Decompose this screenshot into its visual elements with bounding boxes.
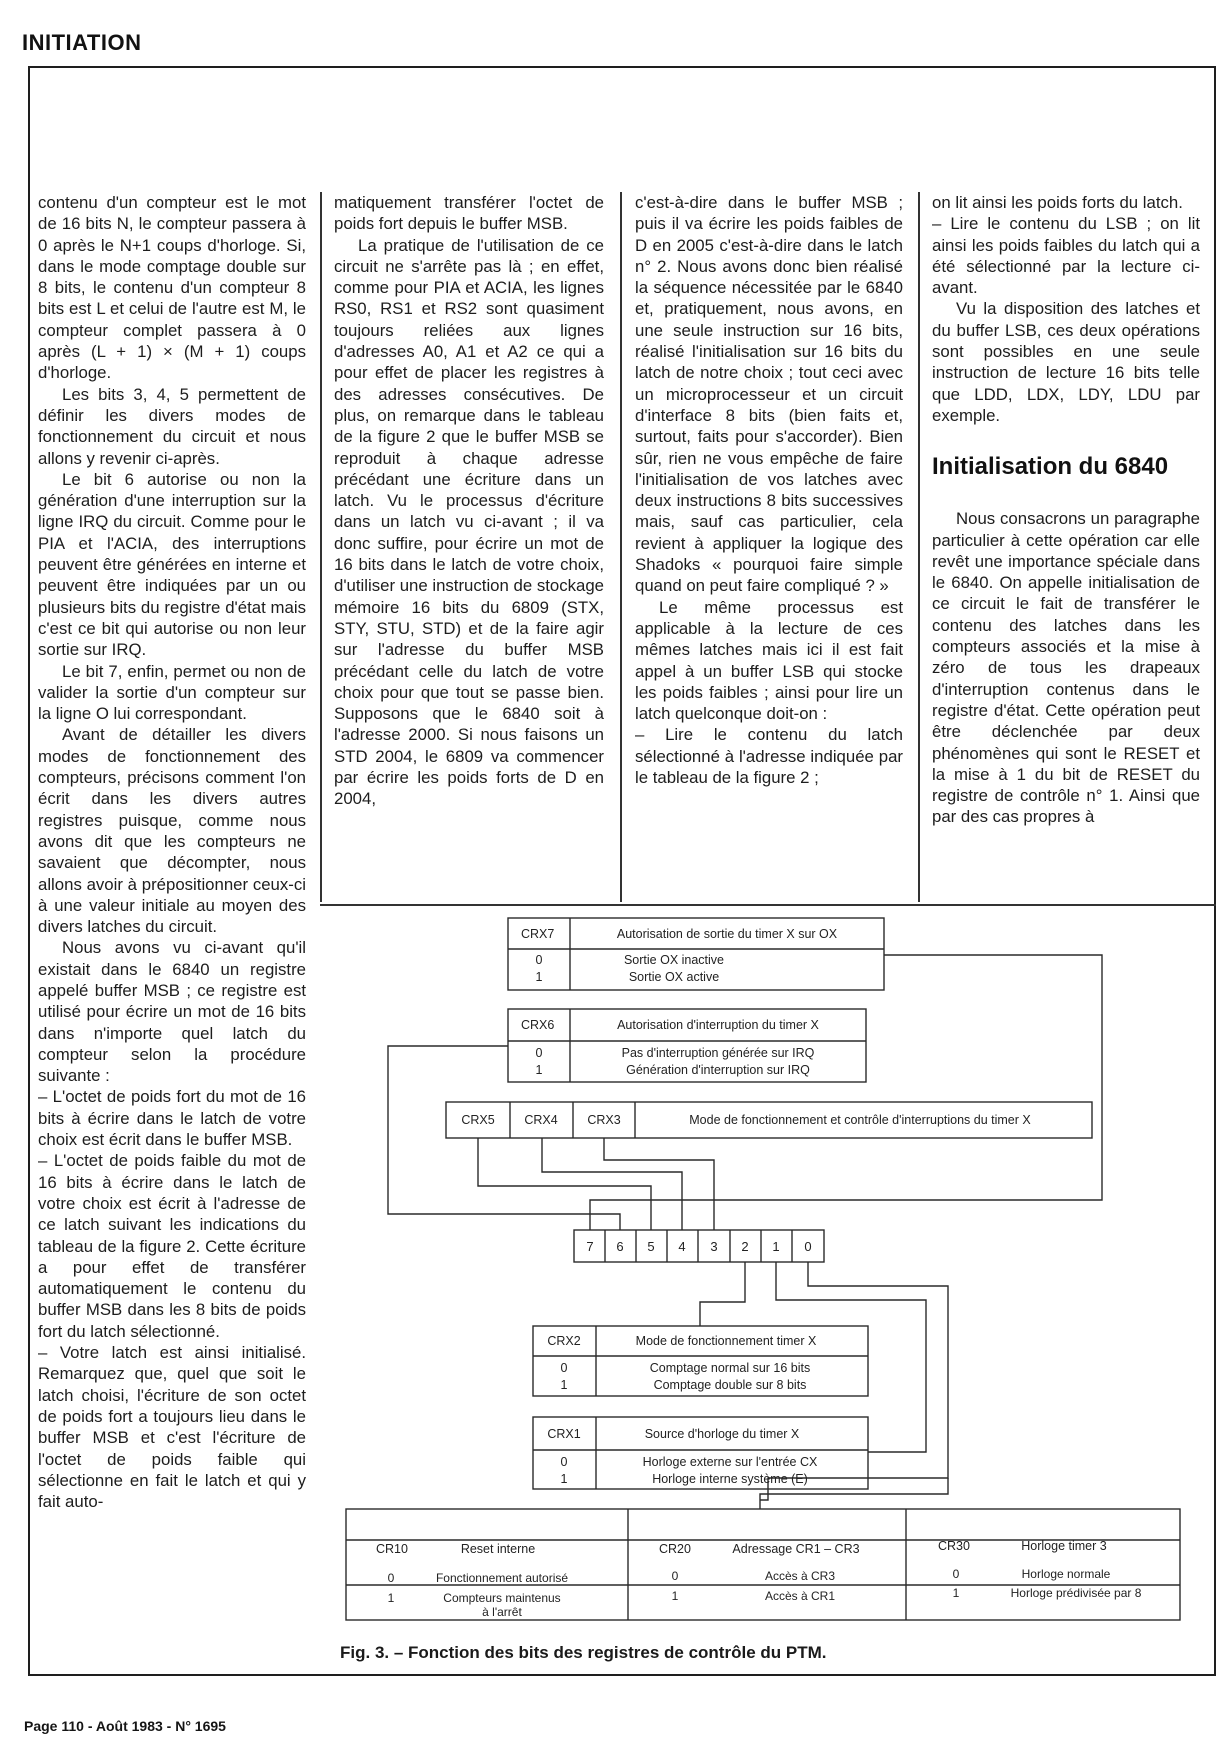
section-heading: Initialisation du 6840 xyxy=(932,453,1169,481)
text-column-2 xyxy=(334,192,604,810)
paragraph: Avant de détailler les divers modes de fonctionnement des compteurs, précisons comment l'on écrit dans les divers autres registres puisque, comme nous avons dit que les compteurs ne savaient que décompter, nous allons avoir à prépositionner ceux-ci à une valeur initiale au moyen des divers latches du circuit. xyxy=(38,725,306,937)
cr30-name: CR30 xyxy=(938,1539,970,1553)
paragraph: Le même processus est applicable à la lecture de ces mêmes latches mais ici il est fait appel à un buffer LSB qui stocke les poids faibles ; ainsi pour lire un latch quelconque doit-on : xyxy=(635,597,903,724)
bit-0: 0 xyxy=(804,1239,812,1254)
text-column-1 xyxy=(38,192,306,1512)
paragraph: Vu la disposition des latches et du buffer LSB, ces deux opérations sont possibles en une seule instruction de lecture 16 bits telle que LDD, LDX, LDY, LDU par exemple. xyxy=(932,299,1200,425)
paragraph: contenu d'un compteur est le mot de 16 bits N, le compteur passera à 0 après le N+1 coups d'horloge. Si, dans le mode comptage double sur 8 bits, le contenu d'un compteur 8 bits est L et celui de l'autre est M, le compteur complet passera à 0 après (L + 1) × (M + 1) coups d'horloge. xyxy=(38,193,306,383)
column-rule xyxy=(320,192,322,902)
cr20-r0: Accès à CR3 xyxy=(764,1569,836,1583)
cr10-r0v: 0 xyxy=(387,1571,395,1585)
cr30-r1v: 1 xyxy=(952,1586,960,1600)
crx2-r0: Comptage normal sur 16 bits xyxy=(649,1361,811,1375)
crx1-title: Source d'horloge du timer X xyxy=(644,1427,800,1441)
paragraph: Les bits 3, 4, 5 permettent de définir les divers modes de fonctionnement du circuit et nous allons y revenir ci-après. xyxy=(38,384,306,468)
text-column-4 xyxy=(932,192,1200,828)
cr10-r0: Fonctionnement autorisé xyxy=(435,1571,569,1585)
paragraph: matiquement transférer l'octet de poids fort depuis le buffer MSB. xyxy=(334,193,604,234)
cr30-r0: Horloge normale xyxy=(1021,1567,1111,1581)
bit-5: 5 xyxy=(647,1239,655,1254)
crx6-r1v: 1 xyxy=(535,1063,543,1077)
figure-caption: Fig. 3. – Fonction des bits des registres de contrôle du PTM. xyxy=(340,1643,827,1662)
cr20-r1: Accès à CR1 xyxy=(764,1589,836,1603)
cr10-r1b: à l'arrêt xyxy=(482,1605,522,1619)
bit-7: 7 xyxy=(586,1239,594,1254)
crx7-r1v: 1 xyxy=(535,970,543,984)
column-rule xyxy=(918,192,920,902)
bit-2: 2 xyxy=(741,1239,749,1254)
paragraph: Nous avons vu ci-avant qu'il existait dans le 6840 un registre appelé buffer MSB ; ce registre est utilisé pour écrire un mot de 16 bits dans n'importe quel latch du compteur selon la procédure suivante : xyxy=(38,938,306,1086)
paragraph: Le bit 7, enfin, permet ou non de valider la sortie d'un compteur sur la ligne O lui correspondant. xyxy=(38,661,306,724)
crx1-r0v: 0 xyxy=(560,1455,568,1469)
cr10-r1a: Compteurs maintenus xyxy=(443,1591,561,1605)
crx6-r1: Génération d'interruption sur IRQ xyxy=(626,1063,810,1077)
bit-6: 6 xyxy=(616,1239,624,1254)
bit-4: 4 xyxy=(678,1239,686,1254)
crx4-name: CRX4 xyxy=(524,1113,558,1127)
paragraph: La pratique de l'utilisation de ce circuit ne s'arrête pas là ; en effet, comme pour PIA et ACIA, les lignes RS0, RS1 et RS2 sont quasiment toujours reliées aux lignes d'adresses A0, A1 et A2 ce qui a pour effet de placer les registres à des adresses consécutives. De plus, on remarque dans le tableau de la figure 2 que le buffer MSB se reproduit à chaque adresse précédant une écriture dans un latch. Vu le processus d'écriture dans un latch vu ci-avant ; il va donc suffire, pour écrire un mot de 16 bits dans le latch de votre choix, d'utiliser une instruction de stockage mémoire 16 bits du 6809 (STX, STY, STU, STD) et de la faire agir sur l'adresse du buffer MSB précédant celle du latch de votre choix pour que tout se passe bien. Supposons que le 6840 soit à l'adresse 2000. Si nous faisons un STD 2004, le 6809 va commencer par écrire les poids forts de D en 2004, xyxy=(334,235,604,809)
cr20-title: Adressage CR1 – CR3 xyxy=(732,1542,860,1556)
paragraph: on lit ainsi les poids forts du latch. xyxy=(932,193,1183,212)
cr20-name: CR20 xyxy=(659,1542,691,1556)
cr20-r0v: 0 xyxy=(671,1569,679,1583)
paragraph: Nous consacrons un paragraphe particulier à cette opération car elle revêt une importance spéciale dans le 6840. On appelle initialisation de ce circuit le fait de transférer le contenu des latches dans les compteurs associés et la mise à zéro de tous les drapeaux d'interruption contenus dans le registre d'état. Cette opération peut être déclenchée par deux phénomènes qui sont le RESET et la mise à 1 du bit de RESET du registre de contrôle n° 1. Ainsi que par des cas propres à xyxy=(932,509,1200,827)
paragraph: – Lire le contenu du latch sélectionné à l'adresse indiquée par le tableau de la figure 2 ; xyxy=(635,725,903,788)
crx7-r0v: 0 xyxy=(535,953,543,967)
cr30-r0v: 0 xyxy=(952,1567,960,1581)
paragraph: – Votre latch est ainsi initialisé. Remarquez que, quel que soit le latch choisi, l'écriture de son octet de poids fort a toujours lieu dans le buffer MSB et c'est l'écriture de l'octet de poids faible qui sélectionne en fait le latch et qui y fait auto- xyxy=(38,1343,306,1512)
bit-1: 1 xyxy=(772,1239,780,1254)
crx2-r1v: 1 xyxy=(560,1378,568,1392)
crx1-r0: Horloge externe sur l'entrée CX xyxy=(642,1455,818,1469)
crx2-r1: Comptage double sur 8 bits xyxy=(653,1378,807,1392)
crx543-title: Mode de fonctionnement et contrôle d'interruptions du timer X xyxy=(689,1113,1031,1127)
crx2-r0v: 0 xyxy=(560,1361,568,1375)
cr30-title: Horloge timer 3 xyxy=(1021,1539,1107,1553)
crx6-r0v: 0 xyxy=(535,1046,543,1060)
cr30-r1: Horloge prédivisée par 8 xyxy=(1010,1586,1142,1600)
page-footer: Page 110 - Août 1983 - N° 1695 xyxy=(24,1718,226,1734)
paragraph: c'est-à-dire dans le buffer MSB ; puis il va écrire les poids faibles de D en 2005 c'est-à-dire dans le latch n° 2. Nous avons donc bien réalisé la séquence nécessitée par le 6840 et, pratiquement, nous avons, en une seule instruction sur 16 bits, réalisé l'initialisation sur 16 bits du latch de notre choix ; tout ceci avec un microprocesseur et un circuit d'interface 8 bits (bien faits et, surtout, faits pour s'accorder). Bien sûr, rien ne vous empêche de faire l'initialisation de vos latches avec deux instructions 8 bits successives mais, sauf cas particulier, cela revient à appliquer la logique des Shadoks « pourquoi faire simple quand on peut faire compliqué ? » xyxy=(635,193,903,596)
cr20-r1v: 1 xyxy=(671,1589,679,1603)
cr10-r1v: 1 xyxy=(387,1591,395,1605)
crx1-r1v: 1 xyxy=(560,1472,568,1486)
crx6-title: Autorisation d'interruption du timer X xyxy=(617,1018,819,1032)
crx7-title: Autorisation de sortie du timer X sur OX xyxy=(616,927,838,941)
crx1-name: CRX1 xyxy=(547,1427,581,1441)
crx7-name: CRX7 xyxy=(521,927,555,941)
crx5-name: CRX5 xyxy=(461,1113,495,1127)
paragraph: – Lire le contenu du LSB ; on lit ainsi les poids faibles du latch qui a été sélectionné par la lecture ci-avant. xyxy=(932,214,1200,298)
cr10-name: CR10 xyxy=(376,1542,408,1556)
crx6-name: CRX6 xyxy=(521,1018,555,1032)
bit-3: 3 xyxy=(710,1239,718,1254)
crx6-r0: Pas d'interruption générée sur IRQ xyxy=(621,1046,815,1060)
crx3-name: CRX3 xyxy=(587,1113,621,1127)
crx2-name: CRX2 xyxy=(547,1334,581,1348)
paragraph: – L'octet de poids fort du mot de 16 bits à écrire dans le latch de votre choix est écrit dans le buffer MSB. xyxy=(38,1087,306,1150)
paragraph: Le bit 6 autorise ou non la génération d'une interruption sur la ligne IRQ du circuit. Comme pour le PIA et l'ACIA, des interruptions peuvent être générées en interne et peuvent être indiquées par un ou plusieurs bits du registre d'état mais c'est ce bit qui autorise ou non leur sortie sur IRQ. xyxy=(38,469,306,660)
crx7-r0: Sortie OX inactive xyxy=(623,953,725,967)
crx1-r1: Horloge interne système (E) xyxy=(652,1472,808,1486)
cr10-title: Reset interne xyxy=(460,1542,536,1556)
text-column-3 xyxy=(635,192,903,788)
paragraph: – L'octet de poids faible du mot de 16 bits à écrire dans le latch de votre choix est écrit à l'adresse de ce latch suivant les indications du tableau de la figure 2. Cette écriture a pour effet de transférer automatiquement le contenu du buffer MSB dans les 8 bits de poids fort du latch sélectionné. xyxy=(38,1151,306,1341)
crx7-r1: Sortie OX active xyxy=(628,970,720,984)
crx2-title: Mode de fonctionnement timer X xyxy=(635,1334,817,1348)
figure-top-rule xyxy=(320,904,1216,906)
column-rule xyxy=(620,192,622,902)
section-label: INITIATION xyxy=(22,30,142,55)
